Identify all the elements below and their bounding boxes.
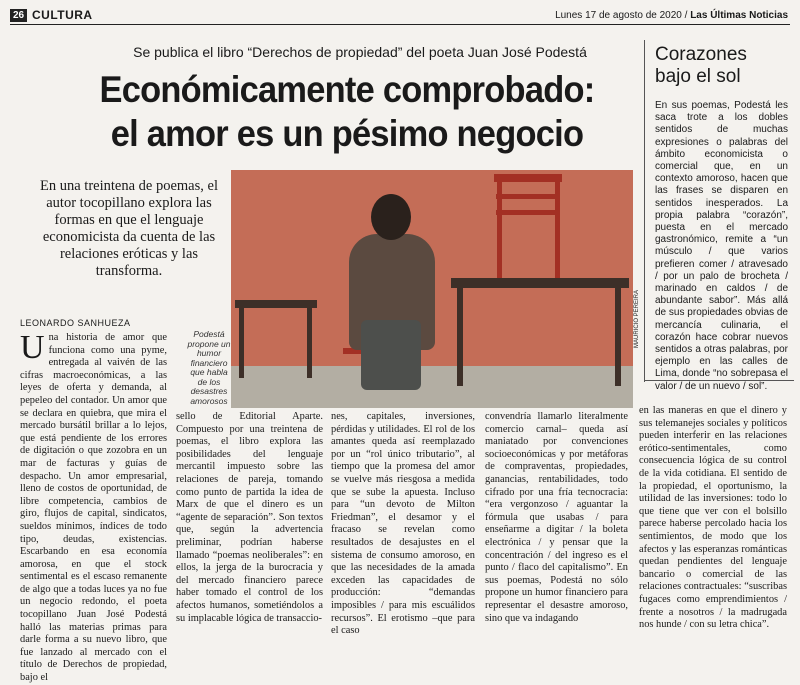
headline <box>82 68 612 156</box>
photo-chair-back-slat-2 <box>496 210 560 215</box>
photo-table-left <box>235 300 317 308</box>
photo-table-right <box>451 278 629 288</box>
article-column-1 <box>20 329 167 685</box>
photo-floor <box>231 366 633 408</box>
sidebar-divider <box>644 380 794 381</box>
sidebar-title: Corazones bajo el sol <box>655 44 747 87</box>
photo-credit: MAURICIO PEREIRA <box>634 289 640 348</box>
byline: LEONARDO SANHUEZA <box>20 318 131 328</box>
article-photo <box>231 170 633 408</box>
photo-table-left-leg <box>239 308 244 378</box>
dateline <box>555 10 788 21</box>
photo-chair-back-slat <box>496 194 560 199</box>
page-number: 26 <box>10 9 27 22</box>
photo-chair-on-table <box>494 174 562 182</box>
photo-poet-legs <box>361 320 421 390</box>
photo-poet-head <box>371 194 411 240</box>
sidebar-body: En sus poemas, Podestá les saca trote a los dobles sentidos de muchas expresiones o palabras del ámbito economicista o comercial que, en un contexto amoroso, hacen que las frases se disparen en sentidos inesperados. La propia palabra “corazón”, puesta en el mercado gastronómico, remite a “un músculo / que varios prefieren comer / atravesado / por un palo de brocheta / marinado en caldos / de abundante sabor”. Más allá de sus propiedades obvias de mercancía culinaria, el corazón hace cobrar nuevos sentidos a otras palabras, por ejemplo en las calles de Lima, donde “no sobrepasa el valor / de un nuevo / sol”. <box>655 100 788 392</box>
photo-chair-leg <box>497 174 502 278</box>
headline-line-1: Económicamente comprobado: <box>99 69 595 110</box>
dek: En una treintena de poemas, el autor tocopillano explora las formas en que el lenguaje economicista da cuenta de las relaciones eróticas y las transforma. <box>40 178 218 279</box>
column-1-text: na historia de amor que funciona como una pyme, entregada al vaivén de las cifras macroeconómicas, a las leyes de oferta y demanda, al pepeleo del contador. Un amor que se declara en quiebra, que mira el mercado bursátil brillar a lo lejos, que está pendiente de los errores de digitación o que zozobra en un mar de facturas y guías de despacho. Un amor empresarial, lleno de costos de oportunidad, de libre competencia, cambios de giro, flujos de capital, sindicatos, sueldos mínimos, índices de todo tipo, deudas, existencias. Escarbando en esa economía amorosa, en que el stock sentimental es el escaso remanente de algo que a todas luces ya no fue un negocio redondo, el poeta tocopillano Juan José Podestá halló las materias primas para darle forma a su nuevo libro, que fue lanzado al mercado con el título de Derechos de propiedad, bajo el <box>20 332 167 684</box>
page-header <box>10 8 790 25</box>
article-column-3: nes, capitales, inversiones, pérdidas y utilidades. El rol de los amantes queda así reemplazado por un “rol único tributario”, al tiempo que la promesa del amor se vuelve más riesgosa a medida que se sube la apuesta. Incluso para “un devoto de Milton Friedman”, el desamor y el fracaso se revelan como resultados de desajustes en el sistema de consumo amoroso, en que las necesidades de la amada exceden las capacidades de producción: “demandas imposibles / para mis escuálidos recursos”. El erotismo –que para el caso <box>331 411 475 637</box>
date: Lunes 17 de agosto de 2020 / <box>555 10 688 21</box>
sidebar-box <box>644 40 788 392</box>
kicker: Se publica el libro “Derechos de propiedad” del poeta Juan José Podestá <box>133 44 587 60</box>
photo-table-right-leg-2 <box>615 288 621 386</box>
photo-table-right-leg <box>457 288 463 386</box>
section-name: CULTURA <box>32 8 93 22</box>
photo-table-left-leg-2 <box>307 308 312 378</box>
article-column-2: sello de Editorial Aparte. Compuesto por una treintena de poemas, el libro explora las posibilidades del lenguaje mercantil impuesto sobre las relaciones de pareja, tomando como punto de partida la idea de Marx de que el dinero es un “agente de separación”. Son textos que, según la advertencia preliminar, podrían haberse llamado “poemas neoliberales”: en ellos, la jerga de la burocracia y del mercado financiero parece haber tomado el control de los afectos humanos, sometiéndolos a su implacable lógica de transaccio- <box>176 411 323 624</box>
drop-cap: U <box>20 329 45 366</box>
headline-line-2: el amor es un pésimo negocio <box>110 113 584 154</box>
article-column-5: en las maneras en que el dinero y sus telemanejes sociales y políticos pueden interferir en las relaciones erótico-sentimentales, como consecuencia lógica de su control de la vida cotidiana. El sentido de la propiedad, el oportunismo, la utilidad de las inversiones: todo lo que tiene que ver con el bolsillo parece haberse percolado hacia los sentimientos, de modo que los afectos y las esperanzas románticas quedan pendientes del lenguaje bancario o comercial de las relaciones contractuales: “suscribas fugaces como emprendimientos / frente a nosotros / la madrugada nos hunde / con su letra chica”. <box>639 405 787 631</box>
article-column-4: convendría llamarlo literalmente comercio carnal– queda así maniatado por convenciones socioeconómicas y por metáforas de compraventas, propiedades, ganancias, rentabilidades, todo cifrado por una fría tecnocracia: “era vergonzoso / aguantar la fórmula que usabas / para enseñarme a digitar / la boleta electrónica / y pensar que la concentración / del ingreso es el punto / flaco del capitalismo”. En sus poemas, Podestá no sólo propone un humor financiero para representar el desastre amoroso, sino que va indagando <box>485 411 628 624</box>
newspaper-name: Las Últimas Noticias <box>690 10 788 21</box>
photo-caption: Podestá propone un humor financiero que habla de los desastres amorosos <box>187 329 231 406</box>
photo-chair-leg-2 <box>555 174 560 278</box>
